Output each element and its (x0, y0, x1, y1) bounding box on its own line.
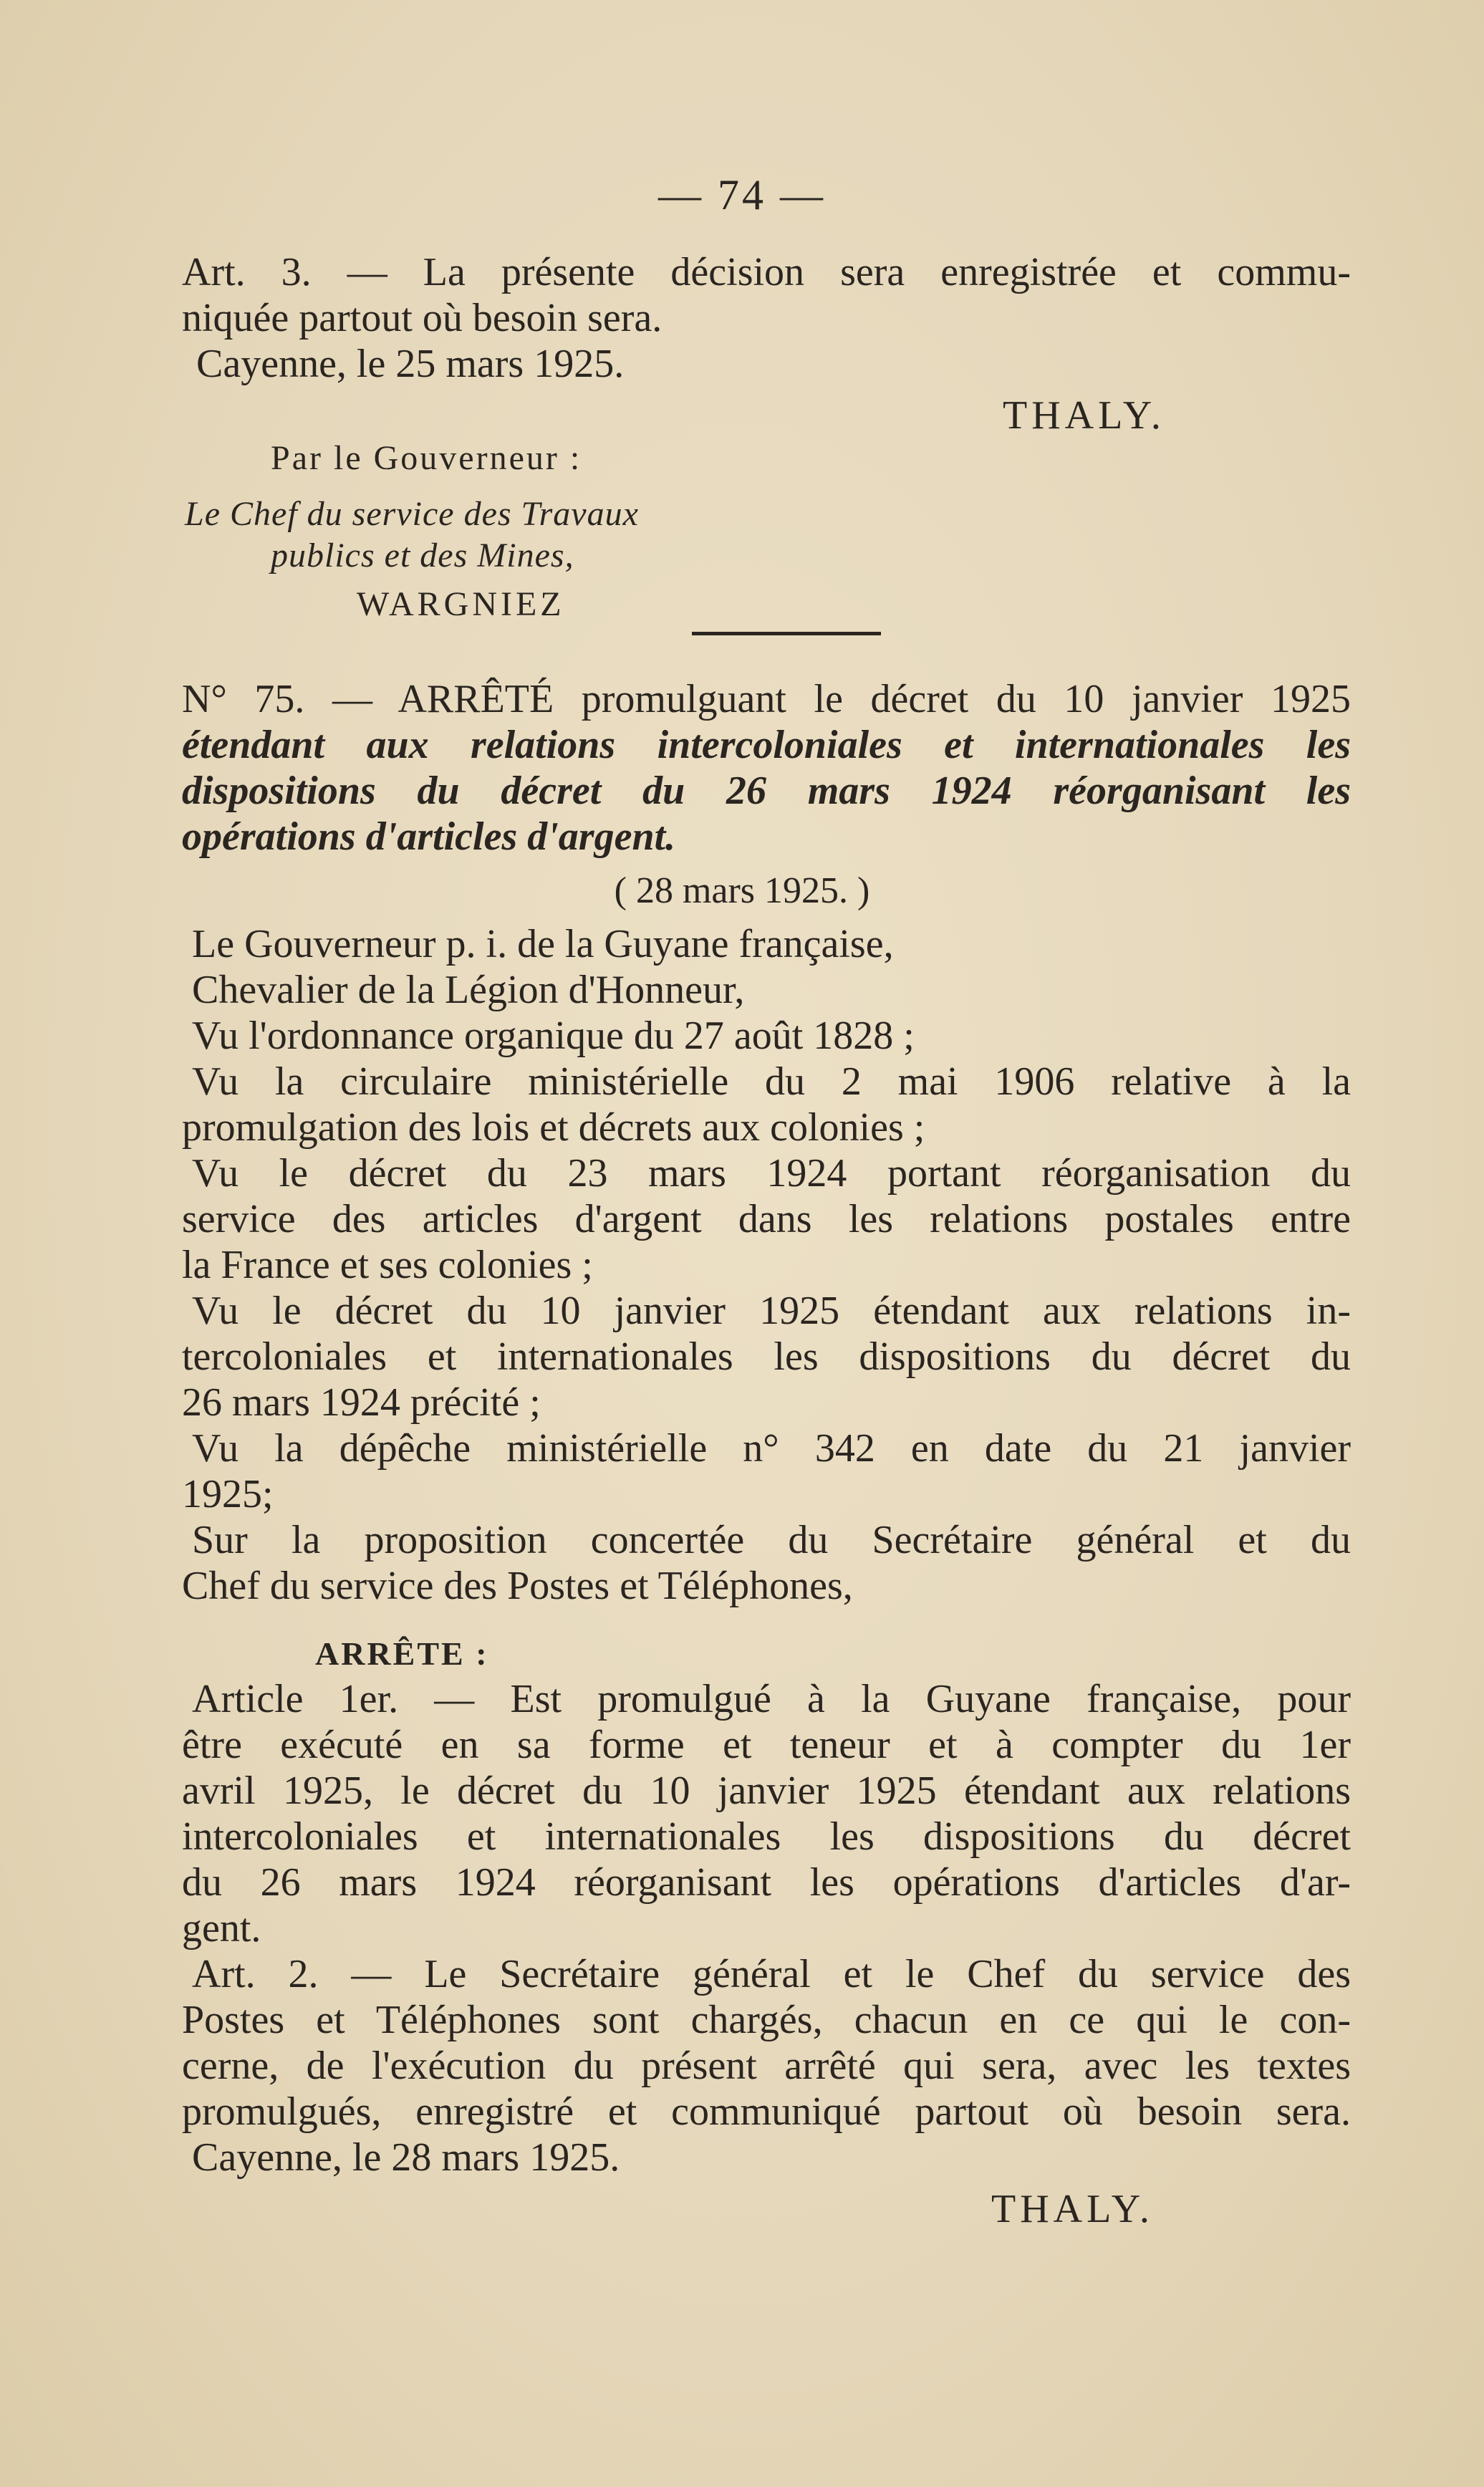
arrete-label: ARRÊTE : (315, 1635, 489, 1672)
arrete-75-header-line-2: étendant aux relations intercoloniales et internationales les (182, 723, 1351, 767)
preamble-line-6: Vu le décret du 23 mars 1924 portant réorganisation du (192, 1151, 1351, 1196)
arrete-75-preamble (182, 921, 1351, 1609)
preamble-line-14: Sur la proposition concertée du Secrétaire général et du (192, 1518, 1351, 1562)
chef-name: WARGNIEZ (357, 585, 565, 623)
preamble-line-11: 26 mars 1924 précité ; (182, 1380, 541, 1425)
chef-title-line-2: publics et des Mines, (271, 537, 574, 574)
par-le-gouverneur: Par le Gouverneur : (271, 439, 582, 477)
arrete-75-header-line-4: opérations d'articles d'argent. (182, 814, 676, 859)
preamble-line-1: Le Gouverneur p. i. de la Guyane française, (192, 922, 894, 966)
article-2-line-3: cerne, de l'exécution du présent arrêté qui sera, avec les textes (182, 2044, 1351, 2088)
article-1 (182, 1676, 1351, 1951)
arrete-75-signature: THALY. (991, 2187, 1154, 2231)
article-2-line-4: promulgués, enregistré et communiqué partout où besoin sera. (182, 2089, 1351, 2134)
article-1-line-2: être exécuté en sa forme et teneur et à compter du 1er (182, 1723, 1351, 1767)
article-1-line-1: Article 1er. — Est promulgué à la Guyane française, pour (192, 1677, 1351, 1721)
separator-rule (692, 632, 881, 635)
art3-line-1: Art. 3. — La présente décision sera enregistrée et commu- (182, 250, 1351, 294)
preamble-line-7: service des articles d'argent dans les relations postales entre (182, 1197, 1351, 1241)
arrete-75-header-line-3: dispositions du décret du 26 mars 1924 réorganisant les (182, 769, 1351, 813)
preamble-line-10: tercoloniales et internationales les dispositions du décret du (182, 1334, 1351, 1379)
article-2 (182, 1951, 1351, 2180)
preamble-line-15: Chef du service des Postes et Téléphones, (182, 1564, 853, 1608)
preamble-line-12: Vu la dépêche ministérielle n° 342 en date du 21 janvier (192, 1426, 1351, 1471)
arrete-75-header-line-1: N° 75. — ARRÊTÉ promulguant le décret du 10 janvier 1925 (182, 677, 1351, 721)
article-2-line-2: Postes et Téléphones sont chargés, chacun en ce qui le con- (182, 1998, 1351, 2042)
preamble-line-2: Chevalier de la Légion d'Honneur, (192, 968, 745, 1012)
article-2-line-1: Art. 2. — Le Secrétaire général et le Chef du service des (192, 1952, 1351, 1996)
art3-paragraph (182, 249, 1351, 387)
preamble-line-13: 1925; (182, 1472, 274, 1516)
arrete-75-date: ( 28 mars 1925. ) (614, 870, 870, 911)
arrete-75-header (182, 676, 1351, 860)
art3-place-date: Cayenne, le 25 mars 1925. (196, 342, 625, 386)
preamble-line-9: Vu le décret du 10 janvier 1925 étendant aux relations in- (192, 1289, 1351, 1333)
article-1-line-3: avril 1925, le décret du 10 janvier 1925 étendant aux relations (182, 1769, 1351, 1813)
article-1-line-5: du 26 mars 1924 réorganisant les opérations d'articles d'ar- (182, 1860, 1351, 1905)
preamble-line-8: la France et ses colonies ; (182, 1243, 593, 1287)
article-2-place-date: Cayenne, le 28 mars 1925. (192, 2135, 620, 2180)
page-number: — 74 — (658, 171, 826, 218)
article-1-line-6: gent. (182, 1906, 261, 1950)
article-1-line-4: intercoloniales et internationales les dispositions du décret (182, 1814, 1351, 1859)
chef-title-line-1: Le Chef du service des Travaux (185, 495, 639, 533)
art3-signature: THALY. (1003, 393, 1165, 438)
art3-line-2: niquée partout où besoin sera. (182, 296, 662, 340)
preamble-line-4: Vu la circulaire ministérielle du 2 mai 1906 relative à la (192, 1059, 1351, 1104)
preamble-line-5: promulgation des lois et décrets aux colonies ; (182, 1105, 925, 1150)
preamble-line-3: Vu l'ordonnance organique du 27 août 1828 ; (192, 1014, 915, 1058)
